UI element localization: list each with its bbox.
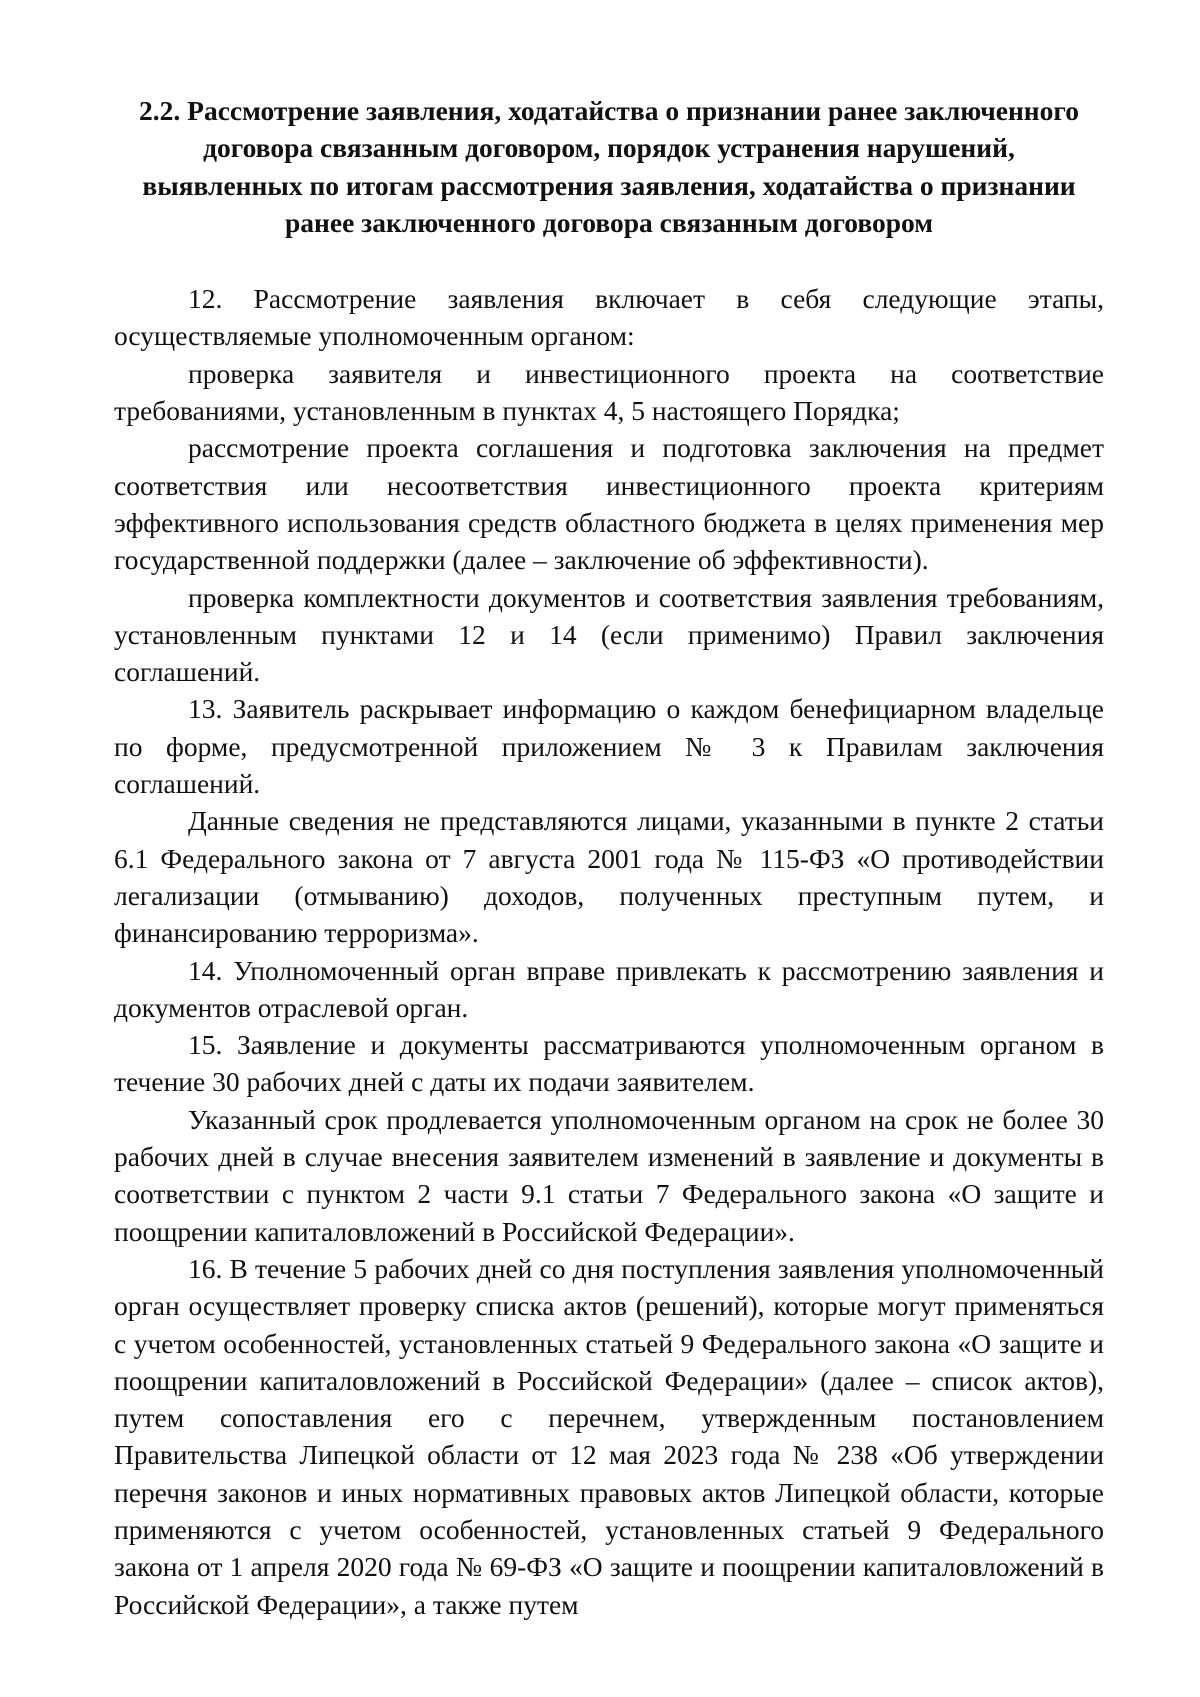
document-body — [114, 280, 1104, 1623]
paragraph-16-acts-check: 16. В течение 5 рабочих дней со дня поступления заявления уполномоченный орган осуществляет проверку списка актов (решений), которые могут применяться с учетом особенностей, установленных статьей 9 Федерального закона «О защите и поощрении капиталовложений в Российской Федерации» (далее – список актов), путем сопоставления его с перечнем, утвержденным постановлением Правительства Липецкой области от 12 мая 2023 года № 238 «Об утверждении перечня законов и иных нормативных правовых актов Липецкой области, которые применяются с учетом особенностей, установленных статьей 9 Федерального закона от 1 апреля 2020 года № 69-ФЗ «О защите и поощрении капиталовложений в Российской Федерации», а также путем — [114, 1252, 1104, 1620]
heading-line-3: выявленных по итогам рассмотрения заявления, ходатайства о признании — [142, 169, 1076, 201]
paragraph-agreement-review: рассмотрение проекта соглашения и подготовка заключения на предмет соответствия или несоответствия инвестиционного проекта критериям эффективного использования средств областного бюджета в целях применения мер государственной поддержки (далее – заключение об эффективности). — [114, 432, 1104, 576]
paragraph-completeness-check: проверка комплектности документов и соответствия заявления требованиям, установленным пунктами 12 и 14 (если применимо) Правил заключения соглашений. — [114, 581, 1104, 688]
paragraph-15-review-term: 15. Заявление и документы рассматриваются уполномоченным органом в течение 30 рабочих дней с даты их подачи заявителем. — [114, 1029, 1104, 1098]
paragraph-14-sector-body: 14. Уполномоченный орган вправе привлекать к рассмотрению заявления и документов отраслевой орган. — [114, 954, 1104, 1023]
heading-line-2: договора связанным договором, порядок устранения нарушений, — [203, 132, 1015, 164]
paragraph-12-review-stages: 12. Рассмотрение заявления включает в себя следующие этапы, осуществляемые уполномоченным органом: — [114, 283, 1104, 352]
heading-line-4: ранее заключенного договора связанным договором — [285, 206, 933, 238]
paragraph-applicant-check: проверка заявителя и инвестиционного проекта на соответствие требованиями, установленным в пунктах 4, 5 настоящего Порядка; — [114, 357, 1104, 427]
document-page — [114, 92, 1104, 1623]
heading-line-1: 2.2. Рассмотрение заявления, ходатайства о признании ранее заключенного — [139, 95, 1079, 126]
paragraph-13-beneficiary: 13. Заявитель раскрывает информацию о каждом бенефициарном владельце по форме, предусмотренной приложением № 3 к Правилам заключения соглашений. — [114, 693, 1104, 800]
paragraph-exemption: Данные сведения не представляются лицами, указанными в пункте 2 статьи 6.1 Федерального закона от 7 августа 2001 года № 115-ФЗ «О противодействии легализации (отмыванию) доходов, полученных преступным путем, и финансированию терроризма». — [114, 805, 1104, 949]
paragraph-term-extension: Указанный срок продлевается уполномоченным органом на срок не более 30 рабочих дней в случае внесения заявителем изменений в заявление и документы в соответствии с пунктом 2 части 9.1 статьи 7 Федерального закона «О защите и поощрении капиталовложений в Российской Федерации». — [114, 1103, 1104, 1247]
section-heading — [114, 92, 1104, 241]
